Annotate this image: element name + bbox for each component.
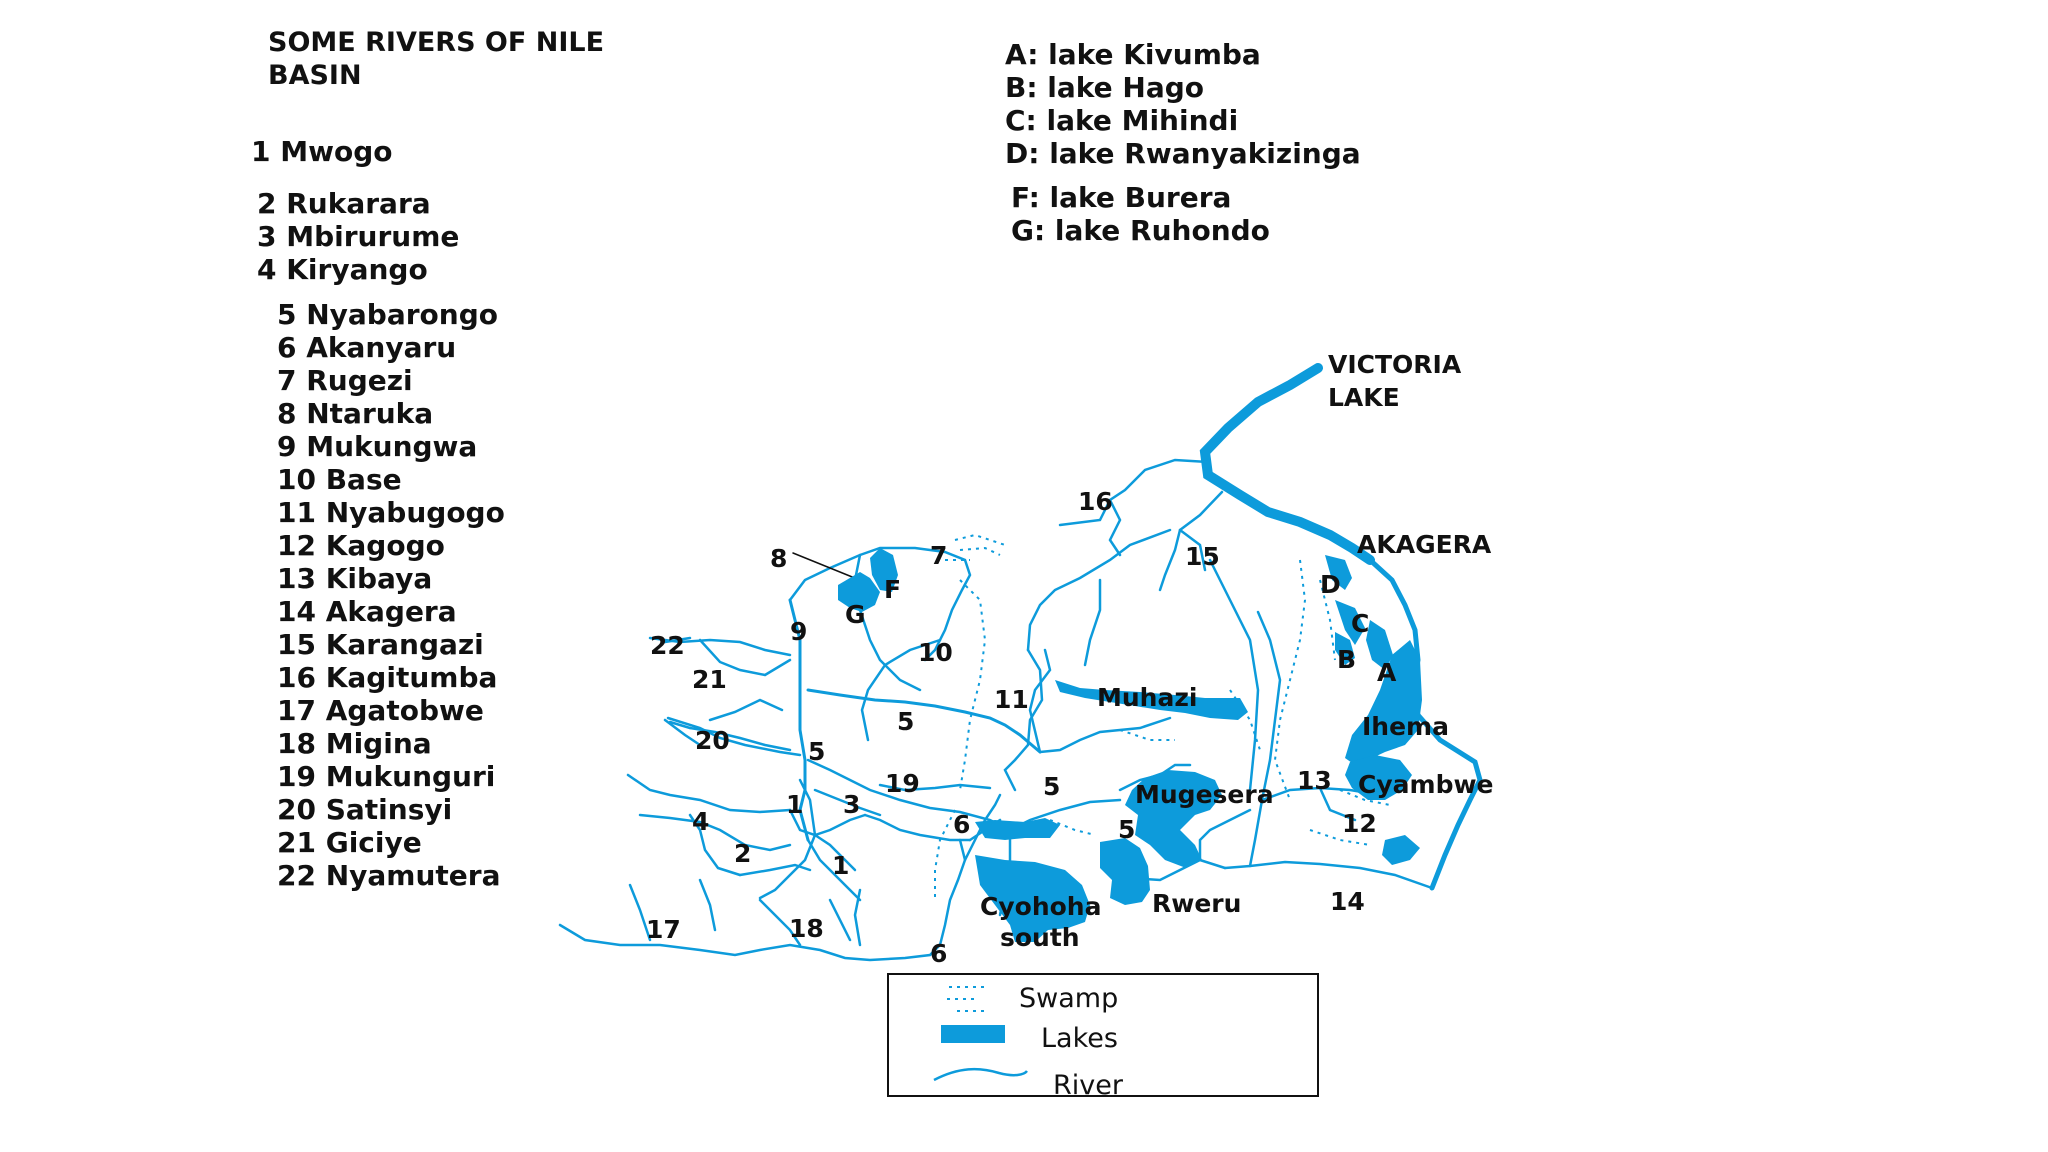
num-label: 5 [1118, 815, 1136, 844]
river-item: 6 Akanyaru [277, 331, 457, 364]
num-label: 3 [843, 790, 861, 819]
num-label: 14 [1330, 887, 1365, 916]
river-item: 16 Kagitumba [277, 661, 498, 694]
num-label: 8 [770, 544, 788, 573]
map-title: SOME RIVERS OF NILE BASIN [268, 27, 605, 91]
river-item: 19 Mukunguri [277, 760, 496, 793]
river-item: 13 Kibaya [277, 562, 433, 595]
river-item: 14 Akagera [277, 595, 457, 628]
num-label: 20 [695, 726, 730, 755]
river-item: 20 Satinsyi [277, 793, 453, 826]
river-item: 12 Kagogo [277, 529, 445, 562]
legend-river-label: River [1053, 1070, 1123, 1101]
num-label: 10 [918, 638, 953, 667]
num-label: F [884, 575, 902, 604]
river-item: 5 Nyabarongo [277, 298, 499, 331]
num-label: A [1377, 658, 1397, 687]
river-item: 9 Mukungwa [277, 430, 478, 463]
num-label: 5 [808, 737, 826, 766]
lake-item: C: lake Mihindi [1005, 104, 1239, 137]
river-item: 10 Base [277, 463, 402, 496]
label-akagera: AKAGERA [1357, 530, 1492, 559]
num-label: 18 [789, 914, 824, 943]
num-label: 5 [1043, 772, 1061, 801]
lakes [838, 548, 1422, 942]
map-legend [887, 973, 1319, 1101]
river-item: 15 Karangazi [277, 628, 484, 661]
river-item: 1 Mwogo [251, 135, 393, 168]
river-item: 18 Migina [277, 727, 432, 760]
num-label: 11 [994, 685, 1029, 714]
num-label: 13 [1297, 766, 1332, 795]
label-cyambwe: Cyambwe [1358, 770, 1494, 799]
num-label: 2 [734, 839, 752, 868]
num-label: 16 [1078, 487, 1113, 516]
num-label: 6 [930, 939, 948, 968]
label-rweru: Rweru [1152, 889, 1242, 918]
label-muhazi: Muhazi [1097, 683, 1198, 712]
num-label: 15 [1185, 542, 1220, 571]
river-item: 3 Mbirurume [257, 220, 460, 253]
swamp-symbol [947, 987, 989, 1011]
num-label: 1 [786, 790, 804, 819]
river-item: 4 Kiryango [257, 253, 428, 286]
num-label: 12 [1342, 809, 1377, 838]
river-item: 8 Ntaruka [277, 397, 434, 430]
river-symbol [934, 1069, 1027, 1080]
label-mugesera: Mugesera [1135, 780, 1274, 809]
lakes-symbol [941, 1025, 1005, 1043]
label-ihema: Ihema [1362, 712, 1449, 741]
num-label: 17 [646, 915, 681, 944]
num-label: 9 [790, 617, 808, 646]
label-victoria: VICTORIA LAKE [1328, 350, 1462, 412]
num-label: 21 [692, 665, 727, 694]
lake-item: F: lake Burera [1011, 181, 1232, 214]
lake-cyohoha-top [975, 818, 1060, 840]
num-label: B [1337, 645, 1357, 674]
lake-item: B: lake Hago [1005, 71, 1204, 104]
river-item: 2 Rukarara [257, 187, 431, 220]
legend-swamp-label: Swamp [1019, 983, 1119, 1014]
label-cyohoha: Cyohoha south [980, 892, 1102, 952]
lake-item: A: lake Kivumba [1005, 38, 1261, 71]
river-item: 22 Nyamutera [277, 859, 501, 892]
num-label: 19 [885, 769, 920, 798]
num-label: 6 [953, 810, 971, 839]
river-item: 21 Giciye [277, 826, 422, 859]
num-label: D [1320, 570, 1341, 599]
num-label: 5 [897, 707, 915, 736]
num-label: 1 [832, 851, 850, 880]
legend-lakes-label: Lakes [1041, 1023, 1118, 1054]
river-item: 7 Rugezi [277, 364, 413, 397]
num-label: 4 [692, 807, 710, 836]
num-label: 7 [930, 541, 948, 570]
num-label: C [1351, 609, 1370, 638]
lake-item: D: lake Rwanyakizinga [1005, 137, 1361, 170]
river-item: 17 Agatobwe [277, 694, 484, 727]
lake-small-east [1382, 835, 1420, 865]
num-label: G [845, 600, 866, 629]
river-item: 11 Nyabugogo [277, 496, 505, 529]
num-label: 22 [650, 631, 685, 660]
lake-item: G: lake Ruhondo [1011, 214, 1270, 247]
